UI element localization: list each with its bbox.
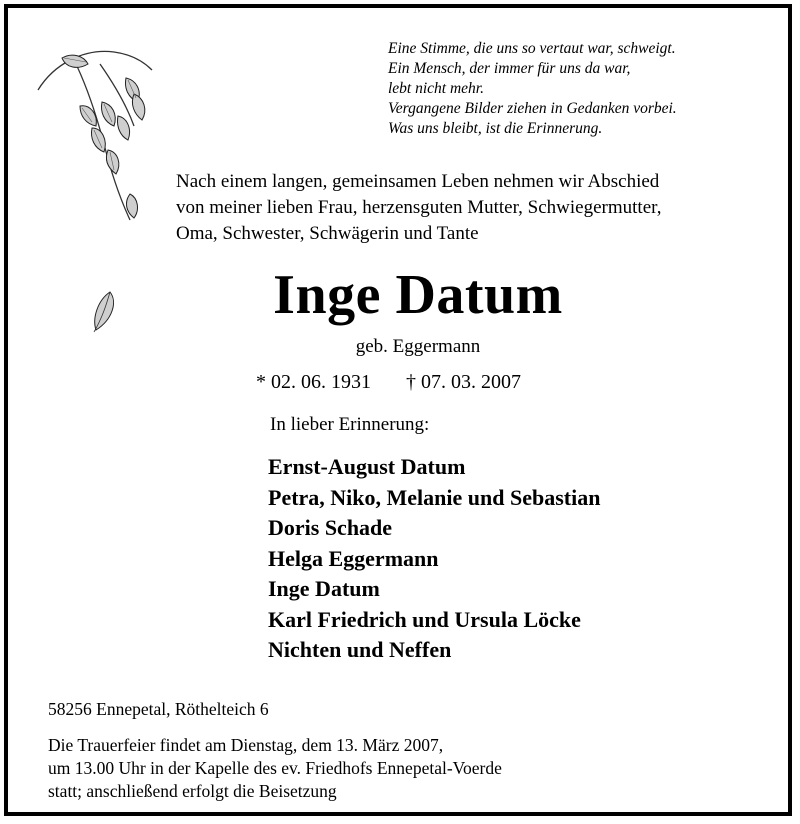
intro-line: Nach einem langen, gemeinsamen Leben nehmen wir Abschied <box>176 171 660 192</box>
mourner-name: Doris Schade <box>268 515 393 540</box>
address: 58256 Ennepetal, Röthelteich 6 <box>48 699 269 719</box>
mourners-list <box>268 452 600 666</box>
death-date: † 07. 03. 2007 <box>406 371 521 393</box>
memory-heading: In lieber Erinnerung: <box>270 414 430 435</box>
mourner-name: Inge Datum <box>268 576 380 601</box>
birch-branch-icon <box>34 44 174 234</box>
funeral-info <box>48 734 502 803</box>
funeral-line: um 13.00 Uhr in der Kapelle des ev. Friedhofs Ennepetal-Voerde <box>48 758 502 778</box>
poem <box>388 39 677 139</box>
mourner-name: Helga Eggermann <box>268 545 439 571</box>
intro-line: von meiner lieben Frau, herzensguten Mutter, Schwiegermutter, <box>176 197 662 218</box>
poem-line: Eine Stimme, die uns so vertaut war, schweigt. <box>388 40 676 57</box>
poem-line: Ein Mensch, der immer für uns da war, <box>388 60 631 77</box>
funeral-line: statt; anschließend erfolgt die Beisetzung <box>48 781 337 801</box>
poem-line: Was uns bleibt, ist die Erinnerung. <box>388 120 603 137</box>
obituary-notice <box>4 4 792 816</box>
mourner-name: Nichten und Neffen <box>268 637 452 662</box>
intro-text <box>176 169 661 247</box>
birth-date: * 02. 06. 1931 <box>256 371 371 393</box>
poem-line: lebt nicht mehr. <box>388 80 484 97</box>
deceased-name: Inge Datum <box>273 264 563 326</box>
maiden-name: geb. Eggermann <box>355 336 481 357</box>
funeral-line: Die Trauerfeier findet am Dienstag, dem 13. März 2007, <box>48 735 444 755</box>
mourner-name: Petra, Niko, Melanie und Sebastian <box>268 484 601 510</box>
mourner-name: Karl Friedrich und Ursula Löcke <box>268 606 581 632</box>
intro-line: Oma, Schwester, Schwägerin und Tante <box>176 223 479 244</box>
mourner-name: Ernst-August Datum <box>268 454 466 479</box>
life-dates <box>256 369 521 395</box>
poem-line: Vergangene Bilder ziehen in Gedanken vorbei. <box>388 100 677 117</box>
